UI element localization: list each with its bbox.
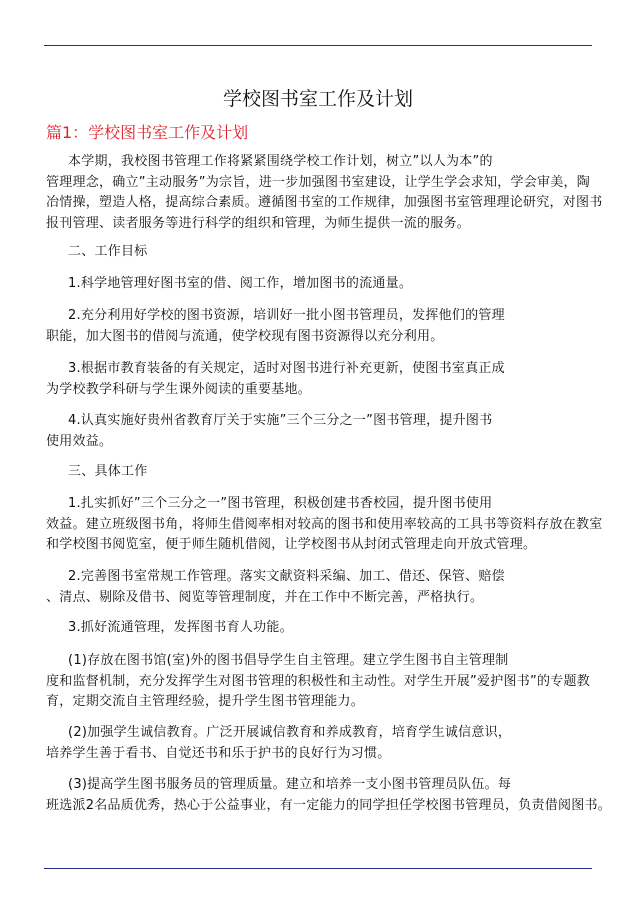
paragraph [46,723,511,764]
paragraph-line: 冶情操，塑造人格，提高综合素质。遵循图书室的工作规律，加强图书室管理理论研究，对图书 [46,195,603,210]
paragraph [46,359,505,400]
paragraph-line: 、清点、剔除及借书、阅览等管理制度，并在工作中不断完善，严格执行。 [46,589,484,605]
paragraph [46,411,492,452]
paragraph-line: 效益。建立班级图书角，将师生借阅率相对较高的图书和使用率较高的工具书等资料存放在教室 [46,516,603,532]
paragraph-line: 和学校图书阅览室，便于师生随机借阅，让学校图书从封闭式管理走向开放式管理。 [46,537,537,552]
paragraph-line: 职能，加大图书的借阅与流通，使学校现有图书资源得以充分利用。 [46,328,444,344]
paragraph-line: 1.扎实抓好”三个三分之一”图书管理，积极创建书香校园，提升图书使用 [68,496,493,511]
paragraph [46,274,412,295]
paragraph-line: 3.抓好流通管理，发挥图书育人功能。 [68,620,293,635]
paragraph-line: 使用效益。 [46,433,113,449]
paragraph-line: 班选派2名品质优秀，热心于公益事业，有一定能力的同学担任学校图书管理员，负责借阅图书。 [46,797,612,813]
paragraph-line: 为学校教学科研与学生课外阅读的重要基地。 [46,381,312,397]
paragraph-line: 管理理念，确立”主动服务”为宗旨，进一步加强图书室建设，让学生学会求知，学会审美，陶 [46,174,590,190]
paragraph-line: 育，定期交流自主管理经验，提升学生图书管理能力。 [46,694,365,709]
paragraph-line: (1)存放在图书馆(室)外的图书倡导学生自主管理。建立学生图书自主管理制 [68,653,509,668]
top-rule [44,45,592,46]
paragraph [46,567,505,608]
paragraph-line: 4.认真实施好贵州省教育厅关于实施”三个三分之一”图书管理，提升图书 [68,413,493,428]
paragraph-line: (2)加强学生诚信教育。广泛开展诚信教育和养成教育，培育学生诚信意识， [68,725,512,740]
paragraph [46,306,505,347]
paragraph-line: 培养学生善于看书、自觉还书和乐于护书的良好行为习惯。 [46,745,391,761]
paragraph-line: 报刊管理、读者服务等进行科学的组织和管理，为师生提供一流的服务。 [46,215,471,231]
paragraph [46,651,590,713]
page-title: 学校图书室工作及计划 [222,88,413,110]
paragraph-line: 三、具体工作 [68,464,148,479]
paragraph-line: 2.完善图书室常规工作管理。落实文献资料采编、加工、借还、保管、赔偿 [68,569,505,584]
paragraph-line: 二、工作目标 [68,244,148,259]
paragraph-line: 度和监督机制，充分发挥学生对图书管理的积极性和主动性。对学生开展”爱护图书”的专题教 [46,673,590,689]
paragraph-line: (3)提高学生图书服务员的管理质量。建立和培养一支小图书管理员队伍。每 [68,777,512,792]
paragraph [46,775,611,816]
paragraph [46,152,603,234]
paragraph [46,242,148,263]
paragraph-line: 3.根据市教育装备的有关规定，适时对图书进行补充更新，使图书室真正成 [68,361,505,376]
paragraph [46,618,293,639]
paragraph-line: 1.科学地管理好图书室的借、阅工作，增加图书的流通量。 [68,276,413,291]
paragraph [46,462,148,483]
paragraph-line: 本学期，我校图书管理工作将紧紧围绕学校工作计划，树立”以人为本”的 [68,154,493,169]
bottom-rule [44,868,592,869]
paragraph-line: 2.充分利用好学校的图书资源，培训好一批小图书管理员，发挥他们的管理 [68,308,505,323]
section-heading: 篇1：学校图书室工作及计划 [46,123,249,142]
paragraph [46,494,603,556]
